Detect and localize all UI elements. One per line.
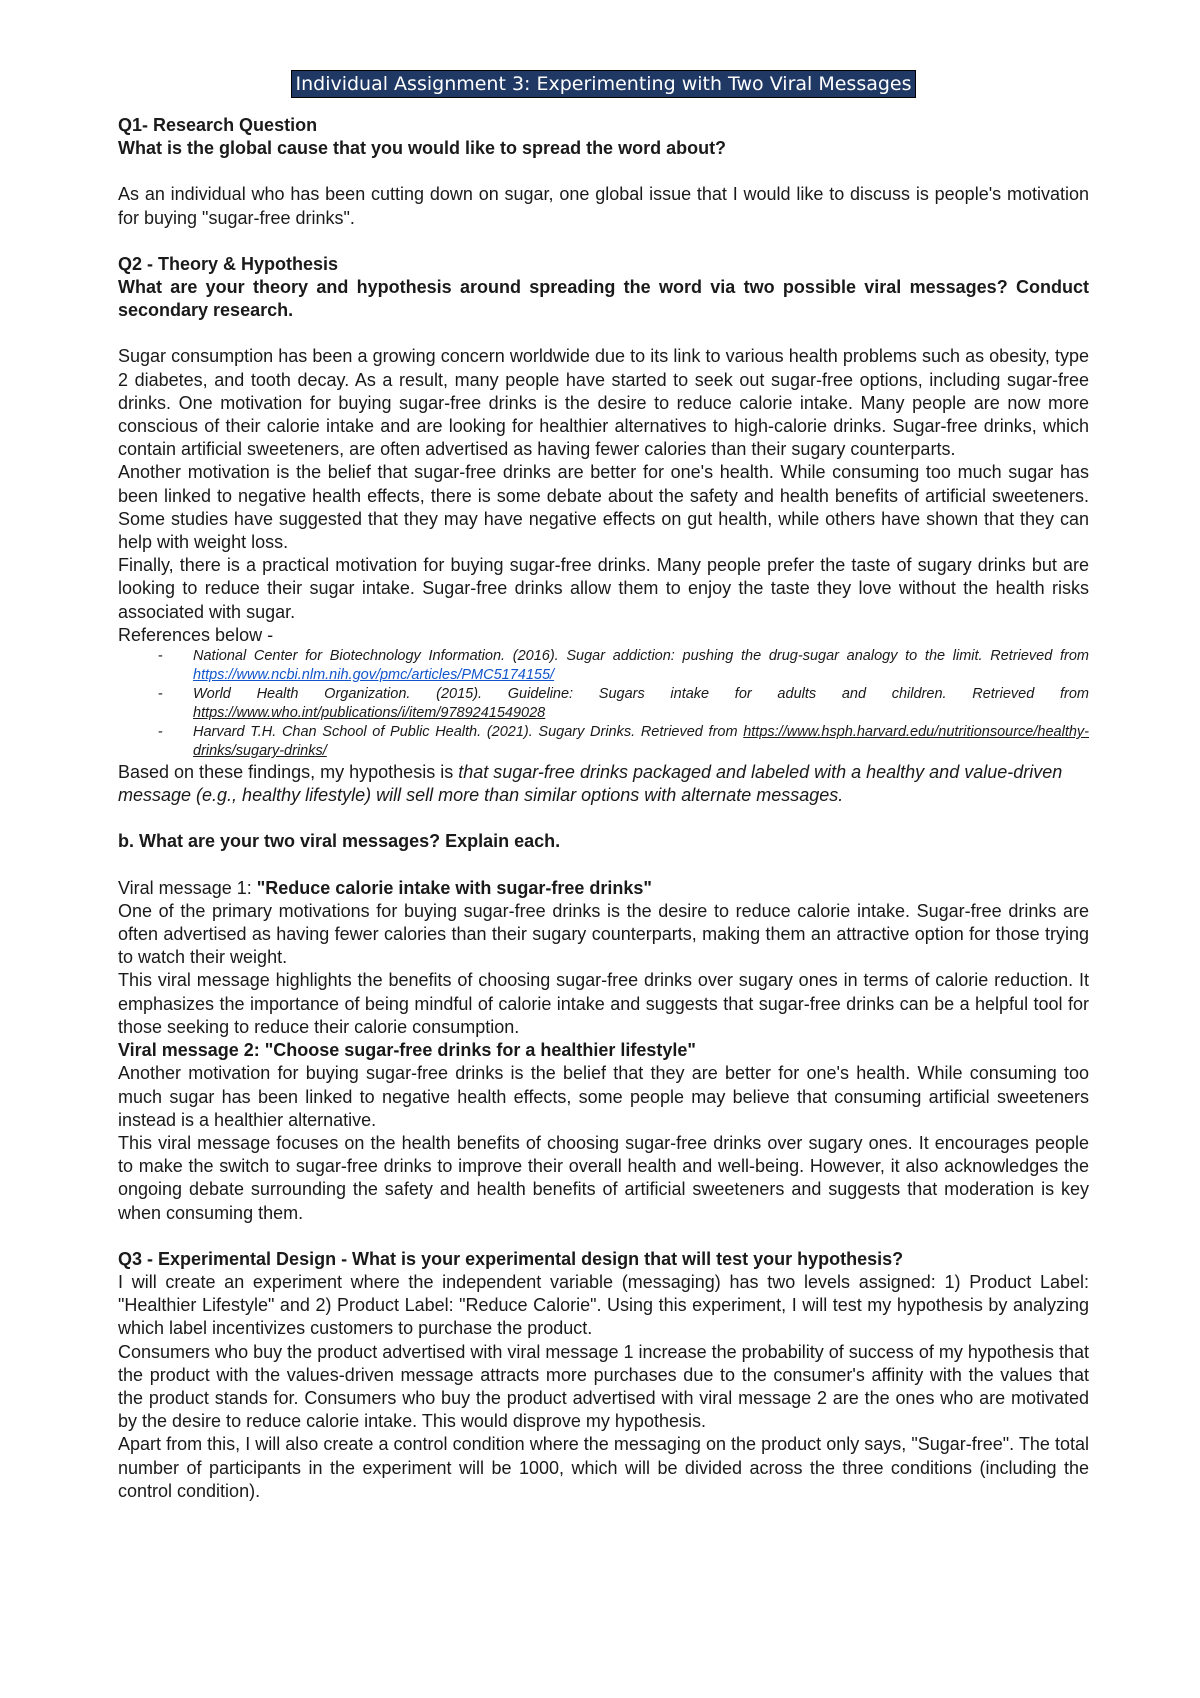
- q3-heading: Q3 - Experimental Design - What is your experimental design that will test your hypothesis?: [118, 1248, 904, 1269]
- q2-heading: Q2 - Theory & Hypothesis: [118, 253, 339, 274]
- q2-paragraph: Finally, there is a practical motivation for buying sugar-free drinks. Many people prefer the taste of sugary drinks but are looking to reduce their sugar intake. Sugar-free drinks allow them to enjoy the taste they love without the health risks associated with sugar.: [118, 555, 1089, 622]
- reference-item: - Harvard T.H. Chan School of Public Health. (2021). Sugary Drinks. Retrieved from https://www.hsph.harvard.edu/nutritionsource/healthy-drinks/sugary-drinks/: [158, 724, 1089, 760]
- q2-paragraph: Sugar consumption has been a growing concern worldwide due to its link to various health problems such as obesity, type 2 diabetes, and tooth decay. As a result, many people have started to seek out sugar-free options, including sugar-free drinks. One motivation for buying sugar-free drinks is the desire to reduce calorie intake. Many people are now more conscious of their calorie intake and are looking for healthier alternatives to high-calorie drinks. Sugar-free drinks, which contain artificial sweeteners, are often advertised as having fewer calories than their sugary counterparts.: [118, 346, 1089, 460]
- viral-message-2-paragraph: This viral message focuses on the health benefits of choosing sugar-free drinks over sugary ones. It encourages people to make the switch to sugar-free drinks to improve their overall health and well-being. However, it also acknowledges the ongoing debate surrounding the safety and health benefits of artificial sweeteners and suggests that moderation is key when consuming them.: [118, 1132, 1089, 1223]
- q2-paragraph: Another motivation is the belief that sugar-free drinks are better for one's health. While consuming too much sugar has been linked to negative health effects, there is some debate about the safety and health benefits of artificial sweeteners. Some studies have suggested that they may have negative effects on gut health, while others have shown that they can help with weight loss.: [118, 462, 1089, 553]
- reference-text: World Health Organization. (2015). Guideline: Sugars intake for adults and children. Retrieved from: [193, 686, 1089, 703]
- viral-message-1-paragraph: This viral message highlights the benefits of choosing sugar-free drinks over sugary ones in terms of calorie reduction. It emphasizes the importance of being mindful of calorie intake and suggests that sugar-free drinks can be a helpful tool for those seeking to reduce their calorie consumption.: [118, 970, 1089, 1037]
- viral-message-2-paragraph: Another motivation for buying sugar-free drinks is the belief that they are better for one's health. While consuming too much sugar has been linked to negative health effects, some people may believe that consuming artificial sweeteners instead is a healthier alternative.: [118, 1063, 1089, 1130]
- references-list: [118, 647, 1089, 761]
- title-wrapper: [118, 70, 1089, 98]
- hypothesis-statement: [118, 761, 1089, 807]
- reference-text: Harvard T.H. Chan School of Public Health. (2021). Sugary Drinks. Retrieved from: [193, 724, 744, 741]
- q3-paragraph: Consumers who buy the product advertised with viral message 1 increase the probability of success of my hypothesis that the product with the values-driven message attracts more purchases due to the consumer's affinity with the values that the product stands for. Consumers who buy the product advertised with viral message 2 are the ones who are motivated by the desire to reduce calorie intake. This would disprove my hypothesis.: [118, 1341, 1089, 1432]
- reference-text: National Center for Biotechnology Information. (2016). Sugar addiction: pushing the drug-sugar analogy to the limit. Retrieved from: [193, 648, 1089, 665]
- reference-link[interactable]: https://www.ncbi.nlm.nih.gov/pmc/articles/PMC5174155/: [193, 667, 555, 684]
- viral-message-2-title: Viral message 2: "Choose sugar-free drinks for a healthier lifestyle": [118, 1040, 696, 1061]
- q1-question: What is the global cause that you would like to spread the word about?: [118, 138, 727, 159]
- viral-message-1-title: [118, 877, 1089, 900]
- reference-link[interactable]: https://www.who.int/publications/i/item/9789241549028: [193, 705, 546, 722]
- q1-heading: Q1- Research Question: [118, 115, 318, 135]
- reference-item: - World Health Organization. (2015). Guideline: Sugars intake for adults and children. Retrieved from https://www.who.int/publications/i/item/9789241549028: [158, 686, 1089, 722]
- viral-message-1-text: "Reduce calorie intake with sugar-free drinks": [256, 877, 652, 898]
- q2-question: What are your theory and hypothesis around spreading the word via two possible viral messages? Conduct secondary research.: [118, 277, 1089, 321]
- viral-message-1-lead: Viral message 1:: [118, 877, 257, 898]
- hypothesis-lead: Based on these findings, my hypothesis is: [118, 762, 459, 783]
- q3-paragraph: I will create an experiment where the independent variable (messaging) has two levels assigned: 1) Product Label: "Healthier Lifestyle" and 2) Product Label: "Reduce Calorie". Using this experiment, I will test my hypothesis by analyzing which label incentivizes customers to purchase the product.: [118, 1271, 1089, 1339]
- document-title: Individual Assignment 3: Experimenting with Two Viral Messages: [291, 70, 915, 98]
- reference-item: - National Center for Biotechnology Information. (2016). Sugar addiction: pushing the drug-sugar analogy to the limit. Retrieved from https://www.ncbi.nlm.nih.gov/pmc/articles/PMC5174155/: [158, 648, 1089, 684]
- viral-message-1-paragraph: One of the primary motivations for buying sugar-free drinks is the desire to reduce calorie intake. Sugar-free drinks are often advertised as having fewer calories than their sugary counterparts, making them an attractive option for those trying to watch their weight.: [118, 900, 1089, 968]
- q3-paragraph: Apart from this, I will also create a control condition where the messaging on the product only says, "Sugar-free". The total number of participants in the experiment will be 1000, which will be divided across the three conditions (including the control condition).: [118, 1434, 1089, 1501]
- references-label: References below -: [118, 624, 274, 645]
- hypothesis-text: that sugar-free drinks packaged and labeled with a healthy and value-driven message (e.g., healthy lifestyle) will sell more than similar options with alternate messages.: [118, 762, 1063, 806]
- qb-heading: b. What are your two viral messages? Explain each.: [118, 831, 561, 852]
- reference-link[interactable]: https://www.hsph.harvard.edu/nutritionsource/healthy-drinks/sugary-drinks/: [193, 724, 1089, 760]
- q1-answer: As an individual who has been cutting down on sugar, one global issue that I would like to discuss is people's motivation for buying "sugar-free drinks".: [118, 184, 1089, 228]
